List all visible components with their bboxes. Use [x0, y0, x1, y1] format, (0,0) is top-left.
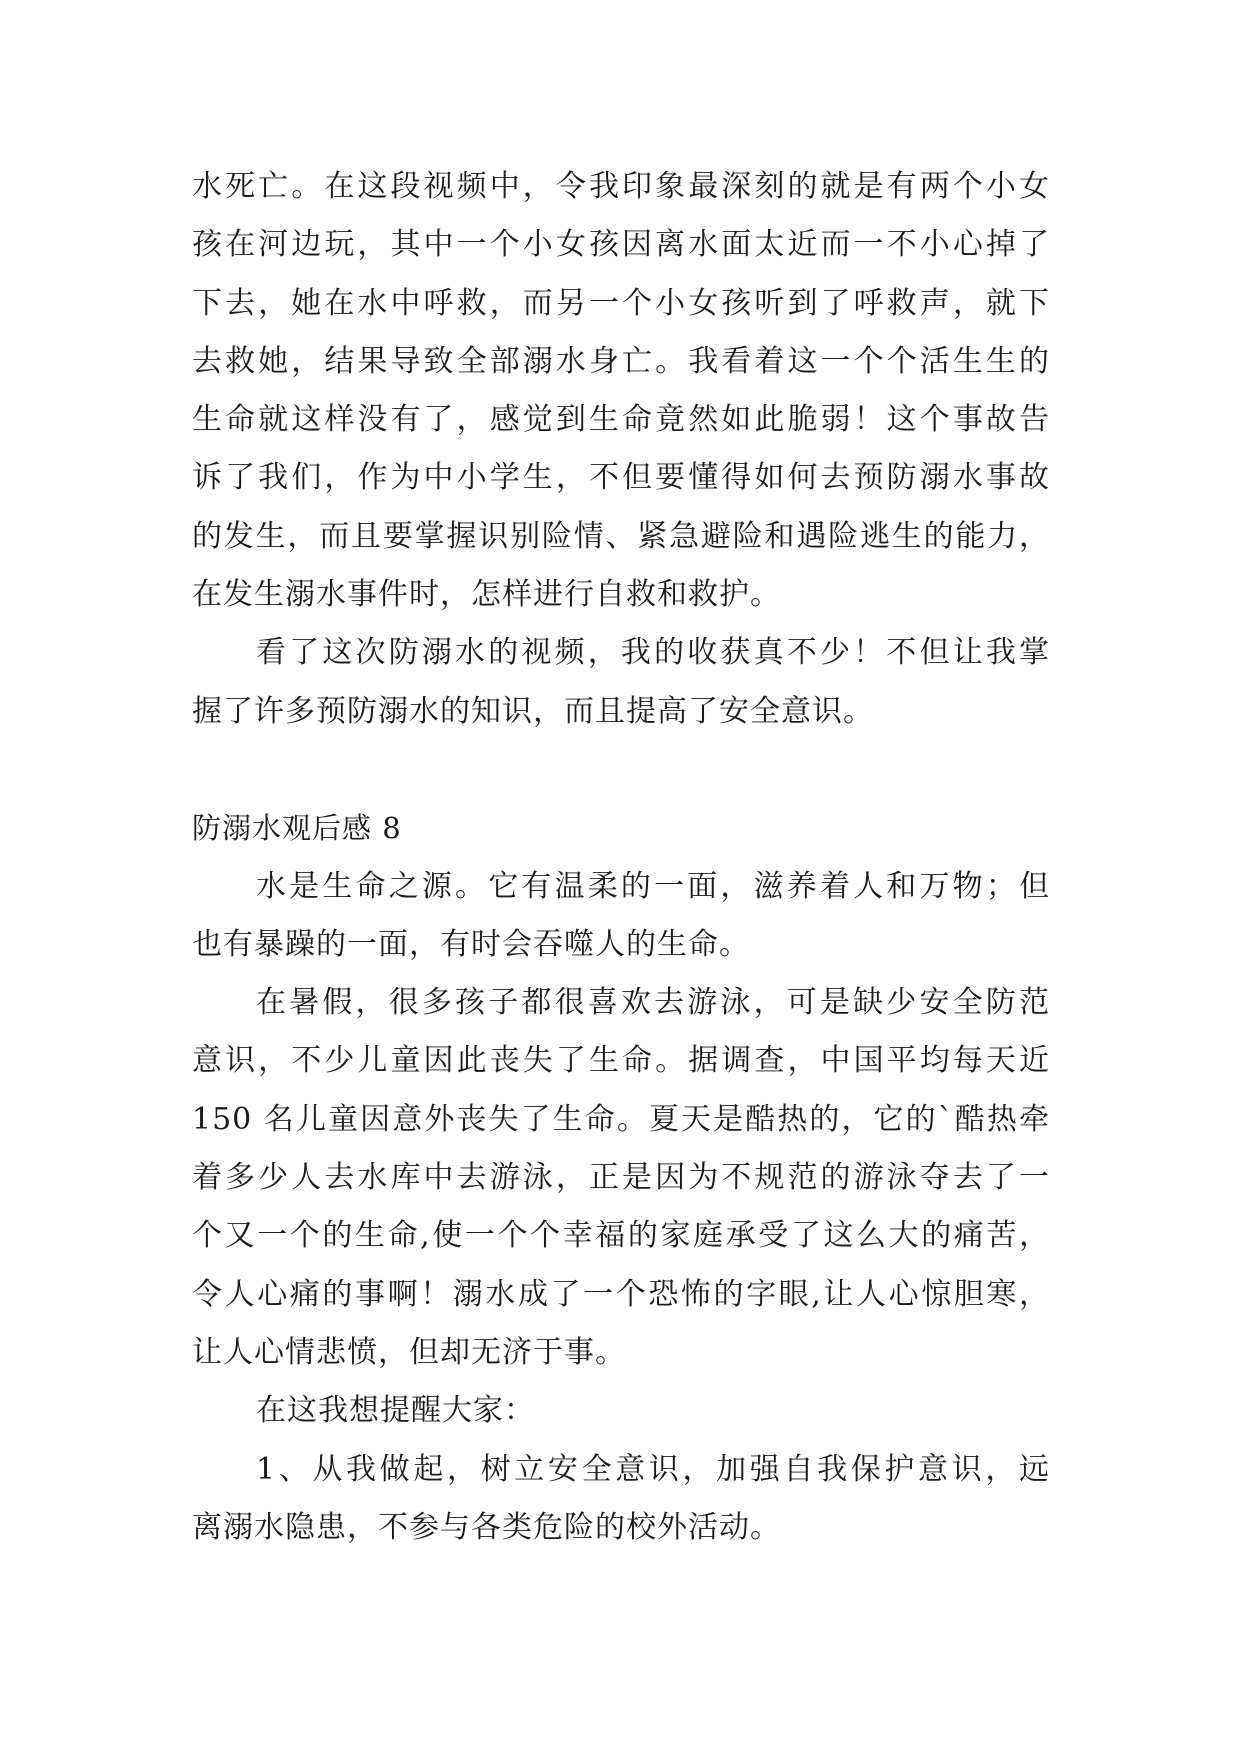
paragraph	[192, 1382, 1050, 1440]
paragraph-continuation	[192, 158, 1050, 624]
blank-line	[192, 741, 1050, 799]
text-line: 让人心情悲愤，但却无济于事。	[192, 1334, 626, 1370]
text-line: 水死亡。在这段视频中，令我印象最深刻的就是有两个小女	[192, 169, 1050, 204]
text-line: 个又一个的生命,使一个个幸福的家庭承受了这么大的痛苦，	[192, 1218, 1050, 1254]
text-line: 150 名儿童因意外丧失了生命。夏天是酷热的，它的`酷热牵	[192, 1101, 1050, 1137]
text-line: 也有暴躁的一面，有时会吞噬人的生命。	[192, 926, 750, 962]
text-line: 生命就这样没有了，感觉到生命竟然如此脆弱！这个事故告	[192, 402, 1050, 438]
text-line: 离溺水隐患，不参与各类危险的校外活动。	[192, 1509, 781, 1545]
text-line: 握了许多预防溺水的知识，而且提高了安全意识。	[192, 693, 874, 729]
text-line: 看了这次防溺水的视频，我的收获真不少！不但让我掌	[256, 635, 1050, 671]
text-line: 着多少人去水库中去游泳，正是因为不规范的游泳夺去了一	[192, 1160, 1050, 1196]
text-line: 1、从我做起，树立安全意识，加强自我保护意识，远	[256, 1451, 1050, 1487]
text-line: 诉了我们，作为中小学生，不但要懂得如何去预防溺水事故	[192, 460, 1050, 496]
text-line: 下去，她在水中呼救，而另一个小女孩听到了呼救声，就下	[192, 285, 1050, 321]
text-line: 去救她，结果导致全部溺水身亡。我看着这一个个活生生的	[192, 343, 1050, 379]
text-line: 在暑假，很多孩子都很喜欢去游泳，可是缺少安全防范	[256, 985, 1050, 1021]
text-line: 在发生溺水事件时，怎样进行自救和救护。	[192, 577, 781, 613]
text-line: 的发生，而且要掌握识别险情、紧急避险和遇险逃生的能力，	[192, 518, 1050, 554]
text-line: 在这我想提醒大家：	[256, 1393, 535, 1429]
text-line: 意识，不少儿童因此丧失了生命。据调查，中国平均每天近	[192, 1043, 1050, 1079]
text-line: 令人心痛的事啊！溺水成了一个恐怖的字眼,让人心惊胆寒，	[192, 1276, 1050, 1312]
paragraph-list-item	[192, 1441, 1050, 1558]
document-body	[192, 158, 1050, 1557]
essay-title: 防溺水观后感 8	[192, 811, 402, 846]
text-line: 孩在河边玩，其中一个小女孩因离水面太近而一不小心掉了	[192, 227, 1050, 263]
text-line: 水是生命之源。它有温柔的一面，滋养着人和万物；但	[256, 868, 1050, 904]
paragraph-reflection	[192, 624, 1050, 741]
paragraph	[192, 974, 1050, 1382]
paragraph	[192, 858, 1050, 975]
